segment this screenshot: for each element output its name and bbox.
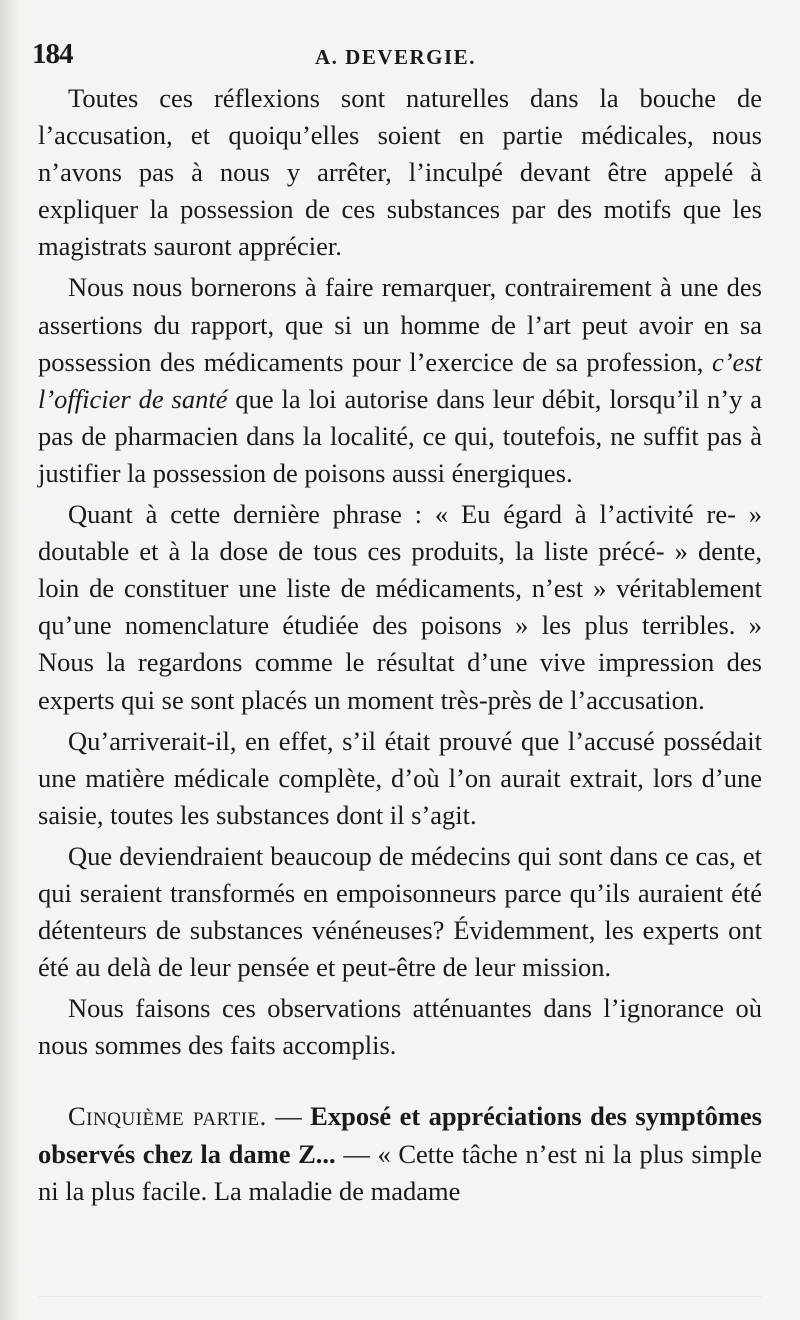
section-title: Exposé et appréciations des symptômes observés chez la dame Z...	[38, 1101, 762, 1169]
paragraph-2	[38, 269, 762, 492]
paragraph-2-before: Nous nous bornerons à faire remarquer, contrairement à une des assertions du rapport, que si un homme de l’art peut avoir en sa possession des médicaments pour l’exercice de sa profession,	[38, 272, 762, 377]
section-paragraph	[38, 1098, 762, 1209]
paragraph-1: Toutes ces réflexions sont naturelles dans la bouche de l’accusation, et quoiqu’elles soient en partie médicales, nous n’avons pas à nous y arrêter, l’inculpé devant être appelé à expliquer la possession de ces substances par des motifs que les magistrats sauront apprécier.	[38, 83, 762, 262]
paragraph-2-after: que la loi autorise dans leur débit, lorsqu’il n’y a pas de pharmacien dans la localité, ce qui, toutefois, ne suffit pas à justifier la possession de poisons aussi énergiques.	[38, 383, 762, 488]
paragraph-6: Nous faisons ces observations atténuantes dans l’ignorance où nous sommes des faits accomplis.	[38, 993, 762, 1061]
body-text	[38, 80, 762, 1210]
paragraph-3: Quant à cette dernière phrase : « Eu égard à l’activité re- » doutable et à la dose de tous ces produits, la liste précé- » dente, loin de constituer une liste de médicaments, n’est » véritablement qu’une nomenclature étudiée des poisons » les plus terribles. » Nous la regardons comme le résultat d’une vive impression des experts qui se sont placés un moment très-près de l’accusation.	[38, 499, 762, 715]
section-label: Cinquième partie.	[68, 1101, 267, 1132]
bottom-faint-line	[38, 1296, 762, 1297]
paragraph-4: Qu’arriverait-il, en effet, s’il était prouvé que l’accusé possédait une matière médicale complète, d’où l’on aurait extrait, lors d’une saisie, toutes les substances dont il s’agit.	[38, 725, 762, 830]
page-number: 184	[32, 38, 73, 70]
page-gutter-shadow	[0, 0, 20, 1320]
paragraph-5: Que deviendraient beaucoup de médecins qui sont dans ce cas, et qui seraient transformés en empoisonneurs parce qu’ils auraient été détenteurs de substances vénéneuses? Évidemment, les experts ont été au delà de leur pensée et peut-être de leur mission.	[38, 840, 762, 983]
paragraph-2-emphasis: c’est l’officier de santé	[38, 346, 762, 414]
section-dash: —	[275, 1101, 302, 1132]
section-paragraph-text: — « Cette tâche n’est ni la plus simple ni la plus facile. La maladie de madame	[38, 1138, 762, 1206]
page-header	[32, 38, 767, 78]
running-head: A. DEVERGIE.	[315, 45, 476, 69]
